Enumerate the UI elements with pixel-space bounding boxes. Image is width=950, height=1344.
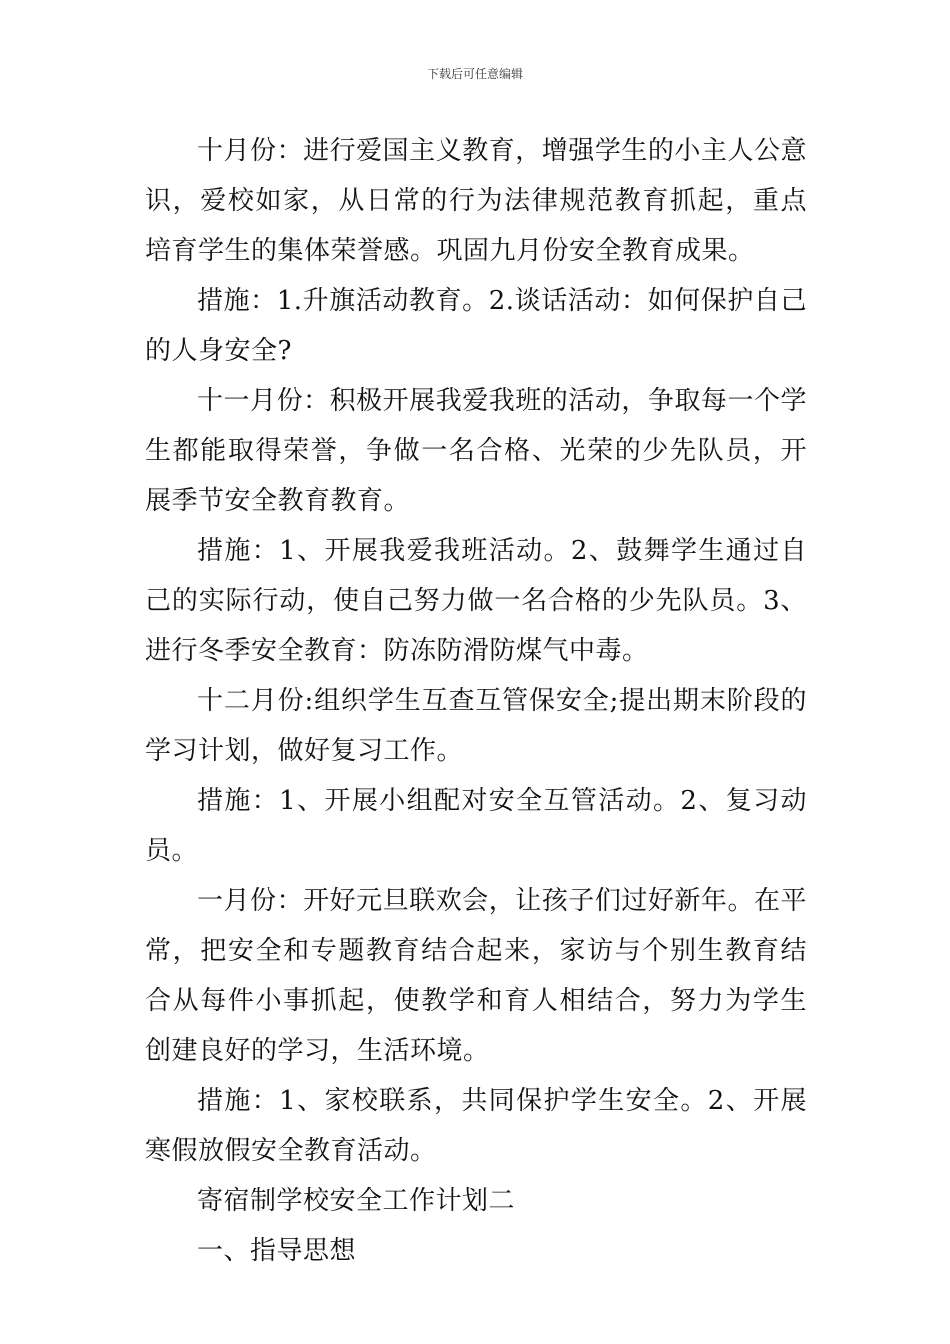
paragraph-january: 一月份：开好元旦联欢会，让孩子们过好新年。在平常，把安全和专题教育结合起来，家访与个别生教育结合从每件小事抓起，使教学和育人相结合，努力为学生创建良好的学习，生活环境。: [145, 886, 807, 1066]
section-title-plan-two: 寄宿制学校安全工作计划二: [197, 1186, 516, 1216]
paragraph-november: 十一月份：积极开展我爱我班的活动，争取每一个学生都能取得荣誉，争做一名合格、光荣的少先队员，开展季节安全教育教育。: [145, 386, 807, 516]
paragraph-october-measures: 措施：1.升旗活动教育。2.谈话活动：如何保护自己的人身安全?: [145, 286, 807, 366]
section-heading-guiding-ideology: 一、指导思想: [197, 1236, 357, 1266]
document-body: [145, 126, 807, 1276]
paragraph-october: 十月份：进行爱国主义教育，增强学生的小主人公意识，爱校如家，从日常的行为法律规范教育抓起，重点培育学生的集体荣誉感。巩固九月份安全教育成果。: [145, 136, 807, 266]
page-header-note: 下载后可任意编辑: [426, 67, 523, 81]
paragraph-january-measures: 措施：1、家校联系，共同保护学生安全。2、开展寒假放假安全教育活动。: [145, 1086, 807, 1166]
paragraph-december: 十二月份:组织学生互查互管保安全;提出期末阶段的学习计划，做好复习工作。: [145, 686, 807, 766]
paragraph-december-measures: 措施：1、开展小组配对安全互管活动。2、复习动员。: [145, 786, 807, 866]
paragraph-november-measures: 措施：1、开展我爱我班活动。2、鼓舞学生通过自己的实际行动，使自己努力做一名合格的少先队员。3、进行冬季安全教育：防冻防滑防煤气中毒。: [145, 536, 807, 666]
